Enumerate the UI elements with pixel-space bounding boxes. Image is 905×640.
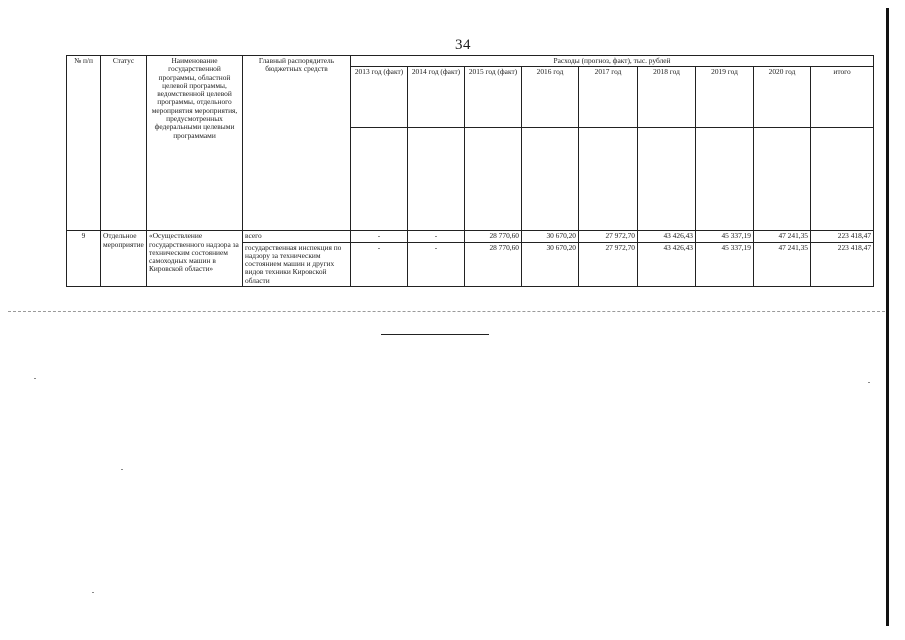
scan-speck bbox=[92, 592, 94, 593]
value-cell: 27 972,70 bbox=[579, 242, 638, 286]
header-row-top bbox=[67, 56, 874, 67]
header-status: Статус bbox=[101, 56, 147, 231]
header-year-2020: 2020 год bbox=[754, 67, 811, 128]
header-name: Наименование государственной программы, областной целевой программы, ведомственной целевой программы, отдельного мероприятия мероприятия, предусмотренных федеральными целевыми программами bbox=[147, 56, 243, 231]
table-row bbox=[67, 231, 874, 242]
scan-speck bbox=[34, 378, 36, 379]
scan-speck bbox=[868, 382, 870, 383]
value-cell: 27 972,70 bbox=[579, 231, 638, 242]
header-year-2017: 2017 год bbox=[579, 67, 638, 128]
value-cell-total: 223 418,47 bbox=[811, 231, 874, 242]
header-year-2014: 2014 год (факт) bbox=[408, 67, 465, 128]
value-cell: 30 670,20 bbox=[522, 242, 579, 286]
value-cell: 47 241,35 bbox=[754, 231, 811, 242]
value-cell: 43 426,43 bbox=[638, 242, 696, 286]
value-cell: 28 770,60 bbox=[465, 231, 522, 242]
scan-edge-bar bbox=[886, 8, 889, 626]
row-num: 9 bbox=[67, 231, 101, 287]
page-fold-line bbox=[8, 311, 885, 312]
header-admin: Главный распорядитель бюджетных средств bbox=[243, 56, 351, 231]
header-year-2018: 2018 год bbox=[638, 67, 696, 128]
header-year-2016: 2016 год bbox=[522, 67, 579, 128]
value-cell: 45 337,19 bbox=[696, 242, 754, 286]
header-total: итого bbox=[811, 67, 874, 128]
value-cell: - bbox=[408, 242, 465, 286]
row-status: Отдельное мероприятие bbox=[101, 231, 147, 287]
row-name: «Осуществление государственного надзора за техническим состоянием самоходных машин в Кировской области» bbox=[147, 231, 243, 287]
page-number: 34 bbox=[455, 37, 471, 53]
header-num: № п/п bbox=[67, 56, 101, 231]
scan-speck bbox=[121, 469, 123, 470]
value-cell: 45 337,19 bbox=[696, 231, 754, 242]
header-year-2015: 2015 год (факт) bbox=[465, 67, 522, 128]
value-cell: 43 426,43 bbox=[638, 231, 696, 242]
value-cell: - bbox=[408, 231, 465, 242]
value-cell: 30 670,20 bbox=[522, 231, 579, 242]
value-cell-total: 223 418,47 bbox=[811, 242, 874, 286]
header-expenses: Расходы (прогноз, факт), тыс. рублей bbox=[351, 56, 874, 67]
value-cell: - bbox=[351, 231, 408, 242]
header-year-2013: 2013 год (факт) bbox=[351, 67, 408, 128]
value-cell: 47 241,35 bbox=[754, 242, 811, 286]
budget-table bbox=[66, 55, 874, 287]
header-year-2019: 2019 год bbox=[696, 67, 754, 128]
value-cell: - bbox=[351, 242, 408, 286]
row-admin-agency: государственная инспекция по надзору за техническим состоянием машин и других видов техники Кировской области bbox=[243, 242, 351, 286]
value-cell: 28 770,60 bbox=[465, 242, 522, 286]
closing-rule bbox=[381, 334, 489, 335]
row-admin-total: всего bbox=[243, 231, 351, 242]
